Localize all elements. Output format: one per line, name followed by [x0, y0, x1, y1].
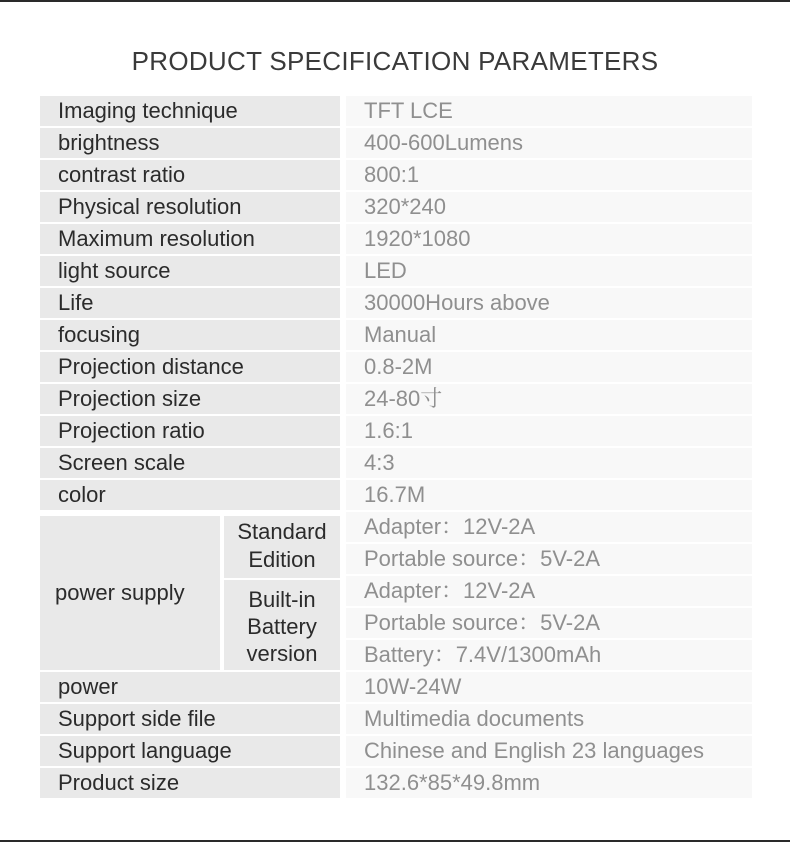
spec-label-projection-ratio: Projection ratio: [40, 416, 340, 446]
spec-value-product-size: 132.6*85*49.8mm: [346, 768, 752, 798]
spec-label-power: power: [40, 672, 340, 702]
builtin-adapter-value: Adapter：12V-2A: [346, 576, 752, 606]
standard-portable-source-value: Portable source：5V-2A: [346, 544, 752, 574]
power-supply-standard-edition-label: [224, 516, 340, 578]
standard-adapter-value: Adapter：12V-2A: [346, 512, 752, 542]
spec-value-screen-scale: 4:3: [346, 448, 752, 478]
spec-label-support-side-file: Support side file: [40, 704, 340, 734]
builtin-battery-value: Battery：7.4V/1300mAh: [346, 640, 752, 670]
spec-label-physical-resolution: Physical resolution: [40, 192, 340, 222]
spec-value-projection-ratio: 1.6:1: [346, 416, 752, 446]
spec-label-light-source: light source: [40, 256, 340, 286]
builtin-battery-line-1: Built-in: [248, 587, 316, 612]
spec-label-imaging-technique: Imaging technique: [40, 96, 340, 126]
spec-value-light-source: LED: [346, 256, 752, 286]
spec-value-projection-distance: 0.8-2M: [346, 352, 752, 382]
standard-edition-line-2: Edition: [248, 547, 316, 572]
spec-value-contrast-ratio: 800:1: [346, 160, 752, 190]
spec-label-contrast-ratio: contrast ratio: [40, 160, 340, 190]
spec-value-support-side-file: Multimedia documents: [346, 704, 752, 734]
top-rule: [0, 0, 790, 2]
spec-label-projection-distance: Projection distance: [40, 352, 340, 382]
spec-label-brightness: brightness: [40, 128, 340, 158]
builtin-battery-line-3: version: [246, 641, 318, 666]
spec-value-physical-resolution: 320*240: [346, 192, 752, 222]
spec-label-screen-scale: Screen scale: [40, 448, 340, 478]
builtin-battery-line-2: Battery: [247, 614, 317, 639]
spec-value-projection-size: 24-80寸: [346, 384, 752, 414]
spec-value-brightness: 400-600Lumens: [346, 128, 752, 158]
spec-label-focusing: focusing: [40, 320, 340, 350]
spec-label-power-supply: [40, 516, 220, 670]
spec-value-support-language: Chinese and English 23 languages: [346, 736, 752, 766]
spec-label-maximum-resolution: Maximum resolution: [40, 224, 340, 254]
spec-value-maximum-resolution: 1920*1080: [346, 224, 752, 254]
spec-label-product-size: Product size: [40, 768, 340, 798]
page-title: PRODUCT SPECIFICATION PARAMETERS: [131, 46, 659, 76]
spec-value-life: 30000Hours above: [346, 288, 752, 318]
spec-value-focusing: Manual: [346, 320, 752, 350]
power-supply-builtin-battery-label: [224, 580, 340, 670]
spec-label-projection-size: Projection size: [40, 384, 340, 414]
spec-label-support-language: Support language: [40, 736, 340, 766]
spec-value-color: 16.7M: [346, 480, 752, 510]
spec-label-color: color: [40, 480, 340, 510]
spec-label-life: Life: [40, 288, 340, 318]
builtin-portable-source-value: Portable source：5V-2A: [346, 608, 752, 638]
spec-value-imaging-technique: TFT LCE: [346, 96, 752, 126]
spec-value-power: 10W-24W: [346, 672, 752, 702]
power-supply-label: power supply: [55, 580, 185, 605]
standard-edition-line-1: Standard: [237, 519, 327, 544]
